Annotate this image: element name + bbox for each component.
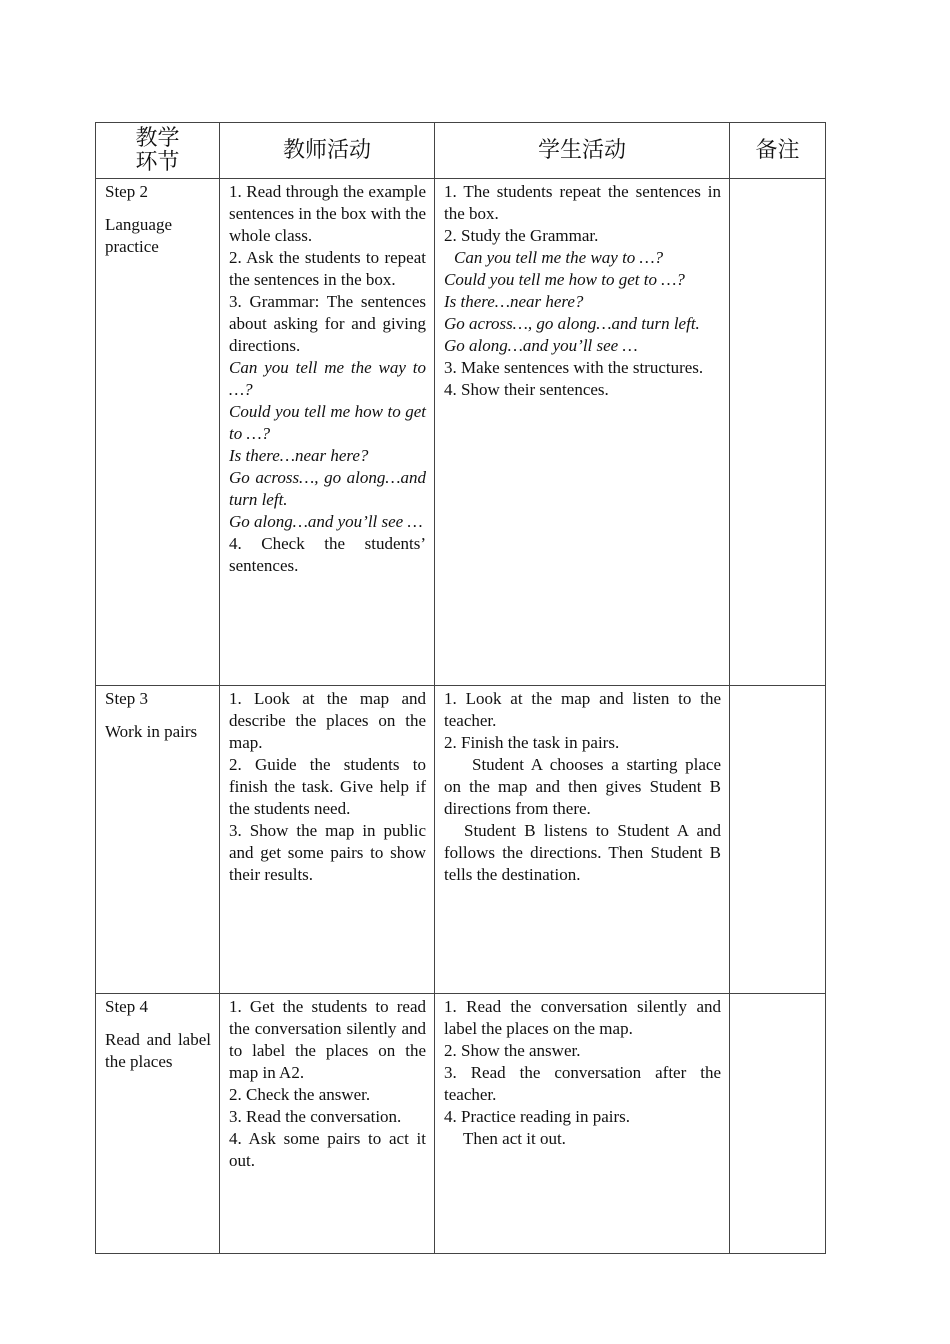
activity-line: 4. Ask some pairs to act it out. bbox=[229, 1129, 426, 1170]
stage-cell bbox=[96, 686, 220, 994]
activity-line: 2. Show the answer. bbox=[444, 1041, 581, 1060]
activity-line: 2. Guide the students to finish the task. Give help if the students need. bbox=[229, 755, 426, 818]
activity-line: Student B listens to Student A and follows the directions. Then Student B tells the destination. bbox=[444, 821, 721, 884]
activity-line: 2. Ask the students to repeat the sentences in the box. bbox=[229, 248, 426, 289]
example-sentence: Go along…and you’ll see … bbox=[444, 336, 638, 355]
activity-line: 2. Check the answer. bbox=[229, 1085, 371, 1104]
notes-cell bbox=[730, 686, 826, 994]
stage-cell bbox=[96, 994, 220, 1254]
activity-line: 3. Read the conversation after the teacher. bbox=[444, 1063, 721, 1104]
example-sentence: Go along…and you’ll see … bbox=[229, 512, 423, 531]
activity-line: 1. Look at the map and describe the places on the map. bbox=[229, 689, 426, 752]
student-activity-cell bbox=[435, 994, 730, 1254]
example-sentence: Go across…, go along…and turn left. bbox=[229, 468, 426, 509]
table-row bbox=[96, 686, 826, 994]
table-row bbox=[96, 179, 826, 686]
activity-line: 1. Read the conversation silently and label the places on the map. bbox=[444, 997, 721, 1038]
activity-line: 4. Practice reading in pairs. bbox=[444, 1107, 630, 1126]
step-name: Work in pairs bbox=[105, 722, 198, 741]
activity-line: 1. Look at the map and listen to the teacher. bbox=[444, 689, 721, 730]
activity-line: 1. The students repeat the sentences in the box. bbox=[444, 182, 721, 223]
example-sentence: Could you tell me how to get to …? bbox=[229, 402, 426, 443]
step-name: Read and label the places bbox=[105, 1030, 211, 1071]
example-sentence: Is there…near here? bbox=[229, 446, 369, 465]
activity-line: 1. Get the students to read the conversation silently and to label the places on the map in A2. bbox=[229, 997, 426, 1082]
activity-line: Then act it out. bbox=[463, 1129, 566, 1148]
teacher-activity-cell bbox=[220, 686, 435, 994]
activity-line: 2. Study the Grammar. bbox=[444, 226, 599, 245]
header-teacher-activity: 教师活动 bbox=[220, 123, 435, 179]
student-activity-cell bbox=[435, 179, 730, 686]
example-sentence: Is there…near here? bbox=[444, 292, 584, 311]
stage-cell bbox=[96, 179, 220, 686]
example-sentence: Go across…, go along…and turn left. bbox=[444, 314, 700, 333]
header-stage: 教学环节 bbox=[96, 123, 220, 179]
step-label: Step 2 bbox=[105, 182, 148, 201]
activity-line: 4. Show their sentences. bbox=[444, 380, 609, 399]
activity-line: 2. Finish the task in pairs. bbox=[444, 733, 620, 752]
teacher-activity-cell bbox=[220, 994, 435, 1254]
header-notes: 备注 bbox=[730, 123, 826, 179]
table-row bbox=[96, 994, 826, 1254]
activity-line: 3. Show the map in public and get some pairs to show their results. bbox=[229, 821, 426, 884]
student-activity-cell bbox=[435, 686, 730, 994]
example-sentence: Could you tell me how to get to …? bbox=[444, 270, 685, 289]
activity-line: 1. Read through the example sentences in the box with the whole class. bbox=[229, 182, 426, 245]
teacher-activity-cell bbox=[220, 179, 435, 686]
step-name: Language practice bbox=[105, 215, 173, 256]
activity-line: Student A chooses a starting place on the map and then gives Student B directions from there. bbox=[444, 755, 721, 818]
header-row bbox=[96, 123, 826, 179]
header-student-activity: 学生活动 bbox=[435, 123, 730, 179]
step-label: Step 3 bbox=[105, 689, 148, 708]
notes-cell bbox=[730, 179, 826, 686]
activity-line: 3. Grammar: The sentences about asking for and giving directions. bbox=[229, 292, 426, 355]
notes-cell bbox=[730, 994, 826, 1254]
example-sentence: Can you tell me the way to …? bbox=[454, 248, 664, 267]
step-label: Step 4 bbox=[105, 997, 148, 1016]
activity-line: 3. Read the conversation. bbox=[229, 1107, 402, 1126]
example-sentence: Can you tell me the way to …? bbox=[229, 358, 426, 399]
activity-line: 4. Check the students’ sentences. bbox=[229, 534, 426, 575]
activity-line: 3. Make sentences with the structures. bbox=[444, 358, 704, 377]
lesson-plan-table bbox=[95, 122, 826, 1254]
